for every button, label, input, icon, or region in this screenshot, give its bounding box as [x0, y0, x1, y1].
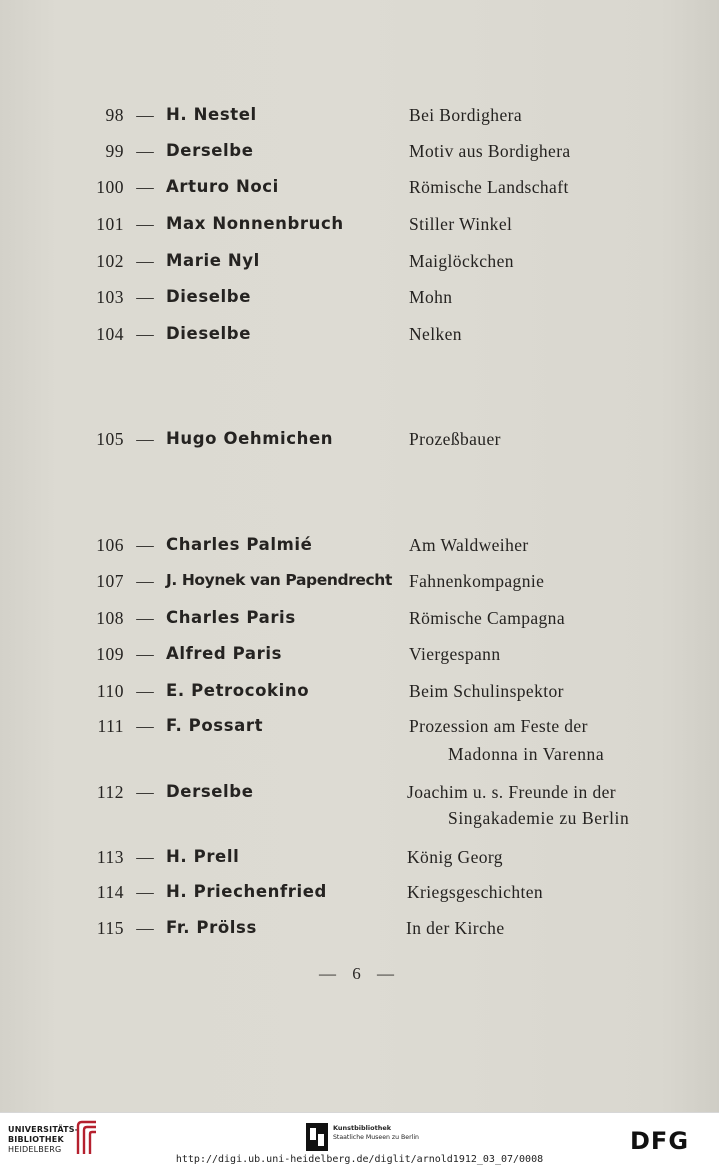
entry-artist: Derselbe: [166, 782, 254, 801]
catalog-entry: [0, 882, 719, 912]
dfg-logo: DFG: [630, 1127, 690, 1155]
entry-title: Fahnenkompagnie: [409, 571, 545, 591]
entry-artist: Max Nonnenbruch: [166, 214, 344, 233]
entry-title: Am Waldweiher: [409, 535, 529, 555]
permalink-url[interactable]: http://digi.ub.uni-heidelberg.de/diglit/arnold1912_03_07/0008: [175, 1154, 544, 1165]
entry-dash: —: [136, 681, 154, 701]
digitization-footer: [0, 1112, 719, 1167]
entry-dash: —: [136, 571, 154, 591]
catalog-entry: [0, 141, 719, 171]
entry-number: 106: [96, 535, 124, 555]
entry-dash: —: [136, 918, 154, 938]
university-library-logo-icon: [74, 1120, 100, 1156]
catalog-entry: [0, 644, 719, 674]
entry-title: König Georg: [407, 847, 503, 867]
entry-number: 99: [105, 141, 124, 161]
entry-dash: —: [136, 847, 154, 867]
catalog-entry: [0, 918, 719, 948]
page-number: — 6 —: [319, 964, 400, 983]
entry-artist: H. Priechenfried: [166, 882, 327, 901]
catalog-entry: [0, 177, 719, 207]
entry-dash: —: [136, 608, 154, 628]
entry-dash: —: [136, 716, 154, 736]
library-name-line: HEIDELBERG: [8, 1145, 62, 1154]
catalog-entry: [0, 287, 719, 317]
entry-dash: —: [136, 429, 154, 449]
entry-title-continuation: Madonna in Varenna: [448, 744, 605, 764]
entry-number: 114: [96, 882, 124, 902]
entry-number: 109: [96, 644, 124, 664]
catalog-entry: [0, 571, 719, 601]
entry-artist: Hugo Oehmichen: [166, 429, 334, 448]
catalog-entry: [0, 429, 719, 459]
entry-number: 102: [96, 251, 124, 271]
entry-artist: E. Petrocokino: [166, 681, 310, 700]
entry-number: 108: [96, 608, 124, 628]
entry-artist: Arturo Noci: [166, 177, 279, 196]
catalog-entry: [0, 847, 719, 877]
entry-artist: Alfred Paris: [166, 644, 283, 663]
entry-dash: —: [136, 287, 154, 307]
entry-title-continuation: Singakademie zu Berlin: [448, 808, 630, 828]
entry-artist: Fr. Prölss: [166, 918, 257, 937]
entry-number: 111: [97, 716, 124, 736]
kunstbibliothek-name: Kunstbibliothek: [333, 1124, 392, 1132]
entry-artist: Charles Palmié: [166, 535, 313, 554]
entry-artist: Derselbe: [166, 141, 254, 160]
entry-dash: —: [136, 177, 154, 197]
entry-dash: —: [136, 214, 154, 234]
entry-dash: —: [136, 535, 154, 555]
university-library-wordmark: [8, 1125, 78, 1155]
entry-title: Motiv aus Bordighera: [409, 141, 571, 161]
library-name-line: BIBLIOTHEK: [8, 1135, 64, 1144]
entry-number: 113: [96, 847, 124, 867]
entry-title: Römische Landschaft: [409, 177, 569, 197]
entry-title: Prozession am Feste der: [409, 716, 588, 736]
entry-artist: Dieselbe: [166, 287, 252, 306]
entry-title: Römische Campagna: [409, 608, 566, 628]
entry-dash: —: [136, 782, 154, 802]
entry-title: Joachim u. s. Freunde in der: [407, 782, 617, 802]
entry-number: 104: [96, 324, 124, 344]
entry-dash: —: [136, 105, 154, 125]
entry-dash: —: [136, 141, 154, 161]
entry-number: 103: [96, 287, 124, 307]
entry-title: Maiglöckchen: [409, 251, 514, 271]
catalog-entry: [0, 608, 719, 638]
entry-number: 110: [96, 681, 124, 701]
catalog-entry: [0, 782, 719, 842]
entry-dash: —: [136, 251, 154, 271]
library-name-line: UNIVERSITÄTS-: [8, 1125, 79, 1134]
catalog-entry: [0, 251, 719, 281]
entry-title: Stiller Winkel: [409, 214, 513, 234]
entry-artist: Marie Nyl: [166, 251, 260, 270]
kunstbibliothek-logo-icon: [306, 1123, 328, 1151]
kunstbibliothek-label: [333, 1124, 419, 1142]
entry-artist: H. Prell: [166, 847, 240, 866]
entry-number: 101: [96, 214, 124, 234]
entry-artist: Dieselbe: [166, 324, 252, 343]
entry-title: Beim Schulinspektor: [409, 681, 564, 701]
entry-artist: J. Hoynek van Papendrecht: [166, 571, 392, 589]
entry-number: 112: [96, 782, 124, 802]
entry-title: Prozeßbauer: [409, 429, 501, 449]
entry-number: 115: [96, 918, 124, 938]
catalog-entry: [0, 716, 719, 776]
entry-title: Viergespann: [409, 644, 501, 664]
catalog-entry: [0, 535, 719, 565]
entry-number: 107: [96, 571, 124, 591]
kunstbibliothek-subtitle: Staatliche Museen zu Berlin: [333, 1134, 419, 1141]
entry-dash: —: [136, 644, 154, 664]
catalog-entry: [0, 324, 719, 354]
catalog-entry: [0, 214, 719, 244]
entry-title: Kriegsgeschichten: [407, 882, 544, 902]
entry-dash: —: [136, 882, 154, 902]
catalog-entry: [0, 105, 719, 135]
entry-artist: F. Possart: [166, 716, 264, 735]
entry-artist: H. Nestel: [166, 105, 257, 124]
entry-number: 98: [105, 105, 124, 125]
entry-title: Mohn: [409, 287, 453, 307]
entry-title: In der Kirche: [406, 918, 505, 938]
catalog-entry: [0, 681, 719, 711]
entry-dash: —: [136, 324, 154, 344]
entry-number: 105: [96, 429, 124, 449]
entry-number: 100: [96, 177, 124, 197]
entry-title: Nelken: [409, 324, 462, 344]
entry-title: Bei Bordighera: [409, 105, 523, 125]
entry-artist: Charles Paris: [166, 608, 296, 627]
